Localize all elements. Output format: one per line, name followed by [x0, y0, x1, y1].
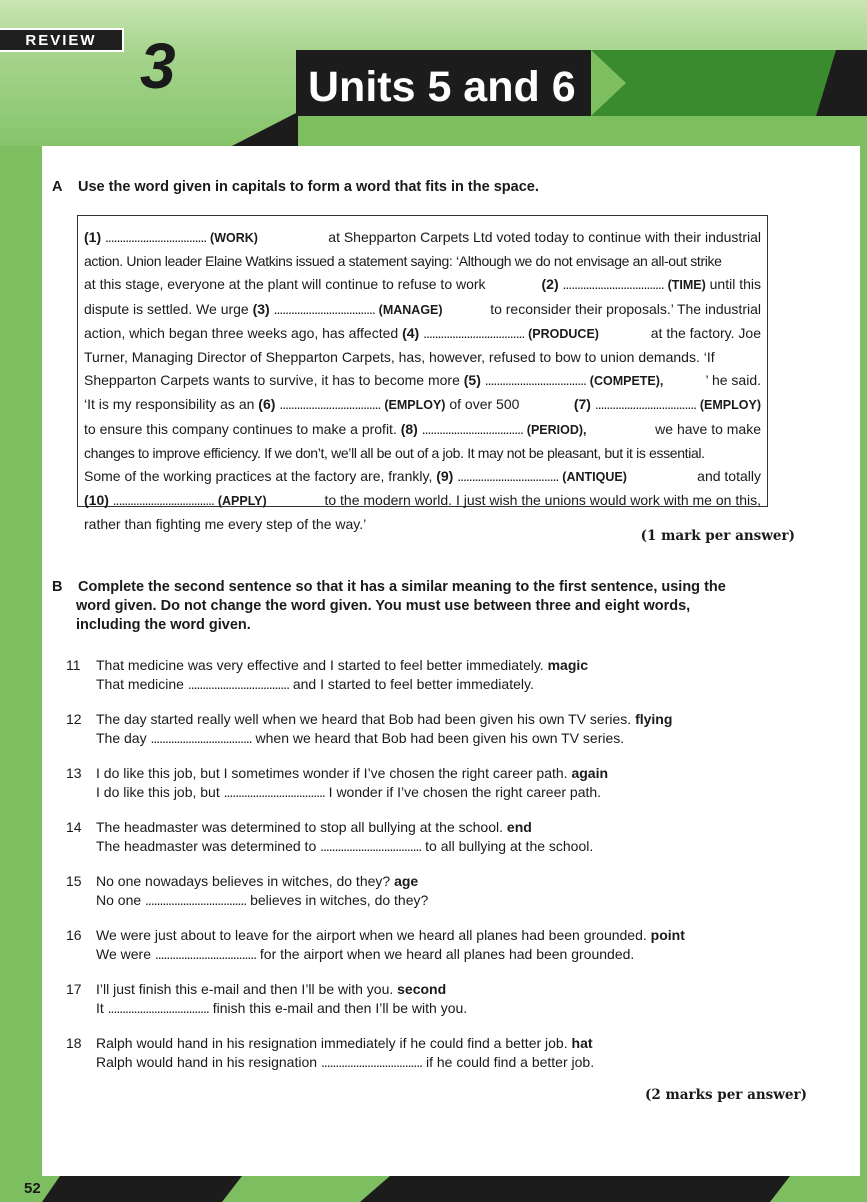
- text-fragment: to the modern world. I just wish the unions would work with me on this,: [324, 492, 761, 509]
- section-b-instruction-2: word given. Do not change the word given. You must use between three and eight words,: [76, 598, 691, 614]
- text-fragment: ‘It is my responsibility as an: [84, 396, 255, 413]
- text-line-3: [84, 273, 761, 297]
- question-number: 14: [66, 819, 82, 835]
- section-b-instruction-3: including the word given.: [76, 617, 251, 633]
- question-first-sentence: I do like this job, but I sometimes wonder if I’ve chosen the right career path.: [96, 765, 568, 781]
- text-fragment: of over 500: [449, 396, 520, 413]
- text-fragment: Turner, Managing Director of Shepparton Carpets, has, however, refused to bow to union demands. ‘If: [84, 349, 715, 366]
- question-second-start: The headmaster was determined to: [96, 838, 317, 854]
- gap-fill-text-box: [77, 215, 768, 533]
- answer-blank-7[interactable]: ...................................: [594, 396, 696, 413]
- question-first-sentence: We were just about to leave for the airport when we heard all planes had been grounded.: [96, 927, 647, 943]
- question-first-sentence: No one nowadays believes in witches, do they?: [96, 873, 391, 889]
- text-line-10: [84, 442, 761, 465]
- question-key-word: hat: [571, 1035, 593, 1051]
- gap-number-7: (7): [573, 396, 591, 413]
- keyword-time: (TIME): [667, 278, 706, 293]
- answer-blank-8[interactable]: ...................................: [421, 420, 523, 437]
- question-first-sentence: Ralph would hand in his resignation immediately if he could find a better job.: [96, 1035, 568, 1051]
- keyword-period: (PERIOD),: [526, 422, 587, 437]
- gap-number-1: (1): [84, 229, 102, 245]
- question-second-end: if he could find a better job.: [425, 1054, 595, 1070]
- gap-number-5: (5): [463, 372, 481, 389]
- answer-blank-1[interactable]: ...................................: [105, 229, 207, 245]
- page-title: Units 5 and 6: [308, 63, 576, 111]
- review-tag: REVIEW: [0, 28, 124, 52]
- question-first-sentence: The headmaster was determined to stop all bullying at the school.: [96, 819, 504, 835]
- gap-number-2: (2): [541, 276, 559, 293]
- unit-number: 3: [140, 30, 176, 102]
- keyword-apply: (APPLY): [217, 494, 267, 509]
- section-b-instruction-1: Complete the second sentence so that it has a similar meaning to the first sentence, using the: [78, 579, 726, 595]
- answer-blank-18[interactable]: ...................................: [320, 1054, 423, 1070]
- question-number: 17: [66, 981, 82, 997]
- gap-number-3: (3): [252, 300, 270, 317]
- section-b-marks: (2 marks per answer): [645, 1087, 807, 1103]
- text-fragment: we have to make: [655, 420, 761, 437]
- answer-blank-9[interactable]: ...................................: [457, 468, 559, 485]
- text-fragment: to ensure this company continues to make a profit.: [84, 420, 397, 437]
- answer-blank-14[interactable]: ...................................: [320, 838, 422, 854]
- text-fragment: action. Union leader Elaine Watkins issued a statement saying: ‘Although we do not envisage an all-out strike: [84, 253, 722, 270]
- section-a-letter: A: [52, 179, 63, 195]
- text-line-8: [84, 393, 761, 417]
- keyword-compete: (COMPETE),: [589, 374, 664, 389]
- section-a-instruction: Use the word given in capitals to form a word that fits in the space.: [78, 179, 539, 195]
- text-line-4: [84, 298, 761, 322]
- question-second-end: believes in witches, do they?: [250, 892, 429, 908]
- text-fragment: and totally: [697, 468, 761, 485]
- text-line-2: [84, 250, 761, 273]
- text-fragment: at this stage, everyone at the plant will continue to refuse to work: [84, 276, 486, 293]
- answer-blank-2[interactable]: ...................................: [562, 276, 664, 293]
- answer-blank-4[interactable]: ...................................: [423, 324, 525, 341]
- question-number: 15: [66, 873, 82, 889]
- question-number: 11: [66, 657, 81, 673]
- question-number: 13: [66, 765, 82, 781]
- text-fragment: rather than fighting me every step of the way.’: [84, 516, 367, 533]
- gap-number-9: (9): [436, 468, 454, 485]
- footer-triangle-left: [42, 1176, 242, 1202]
- keyword-employ: (EMPLOY): [699, 398, 761, 413]
- question-number: 18: [66, 1035, 82, 1051]
- answer-blank-5[interactable]: ...................................: [484, 372, 586, 389]
- answer-blank-12[interactable]: ...................................: [150, 730, 252, 746]
- question-key-word: flying: [635, 711, 673, 727]
- question-key-word: magic: [547, 657, 589, 673]
- question-key-word: point: [650, 927, 685, 943]
- question-key-word: second: [397, 981, 447, 997]
- text-fragment: action, which began three weeks ago, has affected: [84, 324, 399, 341]
- section-a-heading: [52, 176, 832, 198]
- gap-number-10: (10): [84, 492, 109, 509]
- section-b-letter: B: [52, 579, 63, 595]
- answer-blank-13[interactable]: ...................................: [223, 784, 325, 800]
- question-second-start: Ralph would hand in his resignation: [96, 1054, 318, 1070]
- question-second-end: finish this e-mail and then I’ll be with you.: [212, 1000, 468, 1016]
- keyword-employ: (EMPLOY): [384, 398, 446, 413]
- question-number: 12: [66, 711, 82, 727]
- footer-triangle-right: [360, 1176, 790, 1202]
- answer-blank-11[interactable]: ...................................: [187, 676, 289, 692]
- gap-number-8: (8): [400, 420, 418, 437]
- text-line-9: [84, 418, 761, 442]
- text-line-6: [84, 346, 761, 369]
- question-key-word: age: [394, 873, 419, 889]
- section-a-marks: (1 mark per answer): [640, 528, 795, 544]
- keyword-antique: (ANTIQUE): [562, 470, 627, 485]
- section-b-heading: [52, 578, 772, 635]
- text-fragment: Some of the working practices at the factory are, frankly,: [84, 468, 433, 485]
- text-fragment: at Shepparton Carpets Ltd voted today to continue with their industrial: [328, 229, 761, 245]
- text-line-7: [84, 369, 761, 393]
- text-fragment: Shepparton Carpets wants to survive, it has to become more: [84, 372, 460, 389]
- question-second-start: We were: [96, 946, 151, 962]
- question-first-sentence: I’ll just finish this e-mail and then I’ll be with you.: [96, 981, 394, 997]
- answer-blank-15[interactable]: ...................................: [145, 892, 247, 908]
- text-fragment: dispute is settled. We urge: [84, 300, 249, 317]
- question-first-sentence: The day started really well when we heard that Bob had been given his own TV series.: [96, 711, 632, 727]
- question-key-word: end: [506, 819, 532, 835]
- question-second-start: I do like this job, but: [96, 784, 220, 800]
- keyword-produce: (PRODUCE): [528, 326, 599, 341]
- text-fragment: ’ he said.: [705, 372, 761, 389]
- text-fragment: at the factory. Joe: [650, 324, 761, 341]
- answer-blank-16[interactable]: ...................................: [154, 946, 257, 962]
- answer-blank-17[interactable]: ...................................: [107, 1000, 209, 1016]
- question-second-start: No one: [96, 892, 142, 908]
- question-first-sentence: That medicine was very effective and I started to feel better immediately.: [96, 657, 544, 673]
- answer-blank-10[interactable]: ...................................: [112, 492, 214, 509]
- text-line-12: [84, 489, 761, 513]
- text-line-11: [84, 465, 761, 489]
- question-second-start: That medicine: [96, 676, 184, 692]
- answer-blank-3[interactable]: ...................................: [273, 300, 375, 317]
- question-second-end: I wonder if I’ve chosen the right career path.: [328, 784, 602, 800]
- text-line-5: [84, 322, 761, 346]
- answer-blank-6[interactable]: ...................................: [279, 396, 381, 413]
- question-second-start: It: [96, 1000, 104, 1016]
- keyword-work: (WORK): [210, 231, 258, 245]
- question-second-end: for the airport when we heard all planes had been grounded.: [259, 946, 635, 962]
- header-triangle-decoration: [228, 112, 298, 148]
- text-fragment: until this: [709, 276, 761, 293]
- gap-number-6: (6): [258, 396, 276, 413]
- keyword-manage: (MANAGE): [378, 302, 443, 317]
- question-key-word: again: [571, 765, 609, 781]
- text-fragment: to reconsider their proposals.’ The industrial: [490, 300, 761, 317]
- question-second-end: and I started to feel better immediately.: [292, 676, 534, 692]
- text-fragment: changes to improve efficiency. If we don’t, we’ll all be out of a job. It may not be pleasant, but it is essential.: [84, 444, 705, 461]
- question-second-start: The day: [96, 730, 147, 746]
- question-second-end: to all bullying at the school.: [425, 838, 594, 854]
- question-second-end: when we heard that Bob had been given his own TV series.: [255, 730, 625, 746]
- gap-number-4: (4): [402, 324, 420, 341]
- page-number: 52: [24, 1180, 41, 1197]
- question-number: 16: [66, 927, 82, 943]
- text-line-1: [84, 226, 761, 250]
